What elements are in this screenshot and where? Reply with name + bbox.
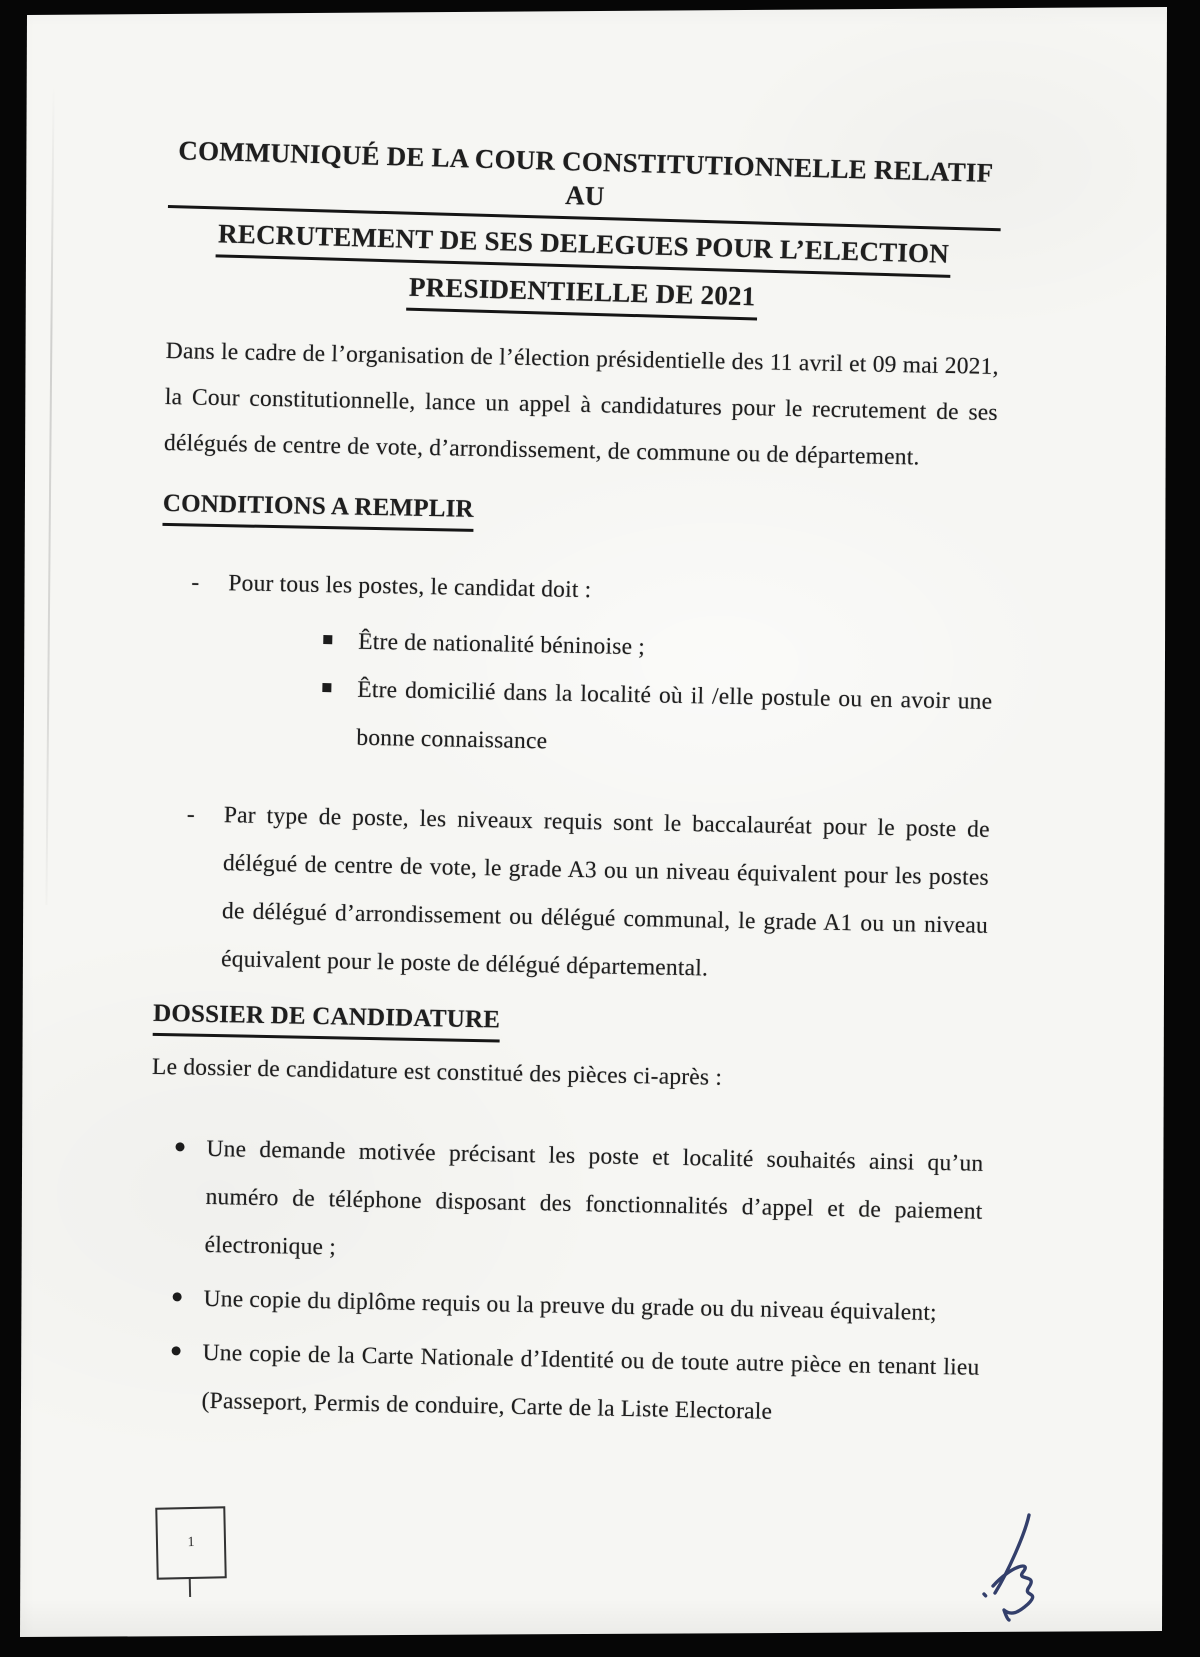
conditions-heading xyxy=(162,488,996,542)
conditions-heading-text: CONDITIONS A REMPLIR xyxy=(162,488,474,532)
title-line-3-text: PRESIDENTIELLE DE 2021 xyxy=(406,270,758,321)
intro-paragraph: Dans le cadre de l’organisation de l’élection présidentielle des 11 avril et 09 mai 2021, la Cour constitutionnelle, lance un appel à candidatures pour le recrutement de ses délégués de centre de vote, d’arrondissement, de commune ou de département. xyxy=(163,337,999,471)
title-line-2-text: RECRUTEMENT DE SES DELEGUES POUR L’ELECTION xyxy=(216,216,952,278)
dossier-item-carte-identite xyxy=(170,1328,980,1439)
dossier-intro: Le dossier de candidature est constitué des pièces ci-après : xyxy=(151,1053,723,1091)
page-number: 1 xyxy=(187,1534,195,1551)
square-bullet-icon xyxy=(323,617,359,666)
conditions-sub-list xyxy=(321,617,994,774)
dash-marker: - xyxy=(186,801,196,828)
sub-item-residence xyxy=(321,665,993,774)
sub-item-text: Être de nationalité béninoise ; xyxy=(358,628,646,661)
dash-marker: - xyxy=(191,569,200,596)
document-content xyxy=(145,133,1003,1446)
page-number-box xyxy=(155,1506,226,1579)
round-bullet-icon xyxy=(172,1274,204,1323)
dossier-item-diplome xyxy=(172,1274,981,1338)
title-line-1-text: COMMUNIQUÉ DE LA COUR CONSTITUTIONNELLE RELATIF AU xyxy=(168,133,1003,231)
dossier-heading-text: DOSSIER DE CANDIDATURE xyxy=(153,998,501,1043)
dossier-item-text: Une copie de la Carte Nationale d’Identité ou de toute autre pièce en tenant lieu (Passeport, Permis de conduire, Carte de la Liste Electorale xyxy=(201,1339,980,1425)
round-bullet-icon xyxy=(170,1328,203,1425)
condition-item-levels xyxy=(184,790,991,997)
condition-item-text: Par type de poste, les niveaux requis sont le baccalauréat pour le poste de délégué de centre de vote, le grade A3 ou un niveau équivalent pour les postes de délégué d’arrondissement ou délégué communal, le grade A1 ou un niveau équivalent pour le poste de délégué départemental. xyxy=(220,802,991,982)
signature-mark xyxy=(978,1512,1050,1628)
sub-item-text: Être domicilié dans la localité où il /elle postule ou en avoir une bonne connaissance xyxy=(356,676,993,755)
dossier-item-demande xyxy=(173,1124,984,1283)
dossier-heading xyxy=(153,998,987,1052)
title-line-1 xyxy=(168,133,1003,231)
condition-item-all-posts xyxy=(191,558,995,621)
dossier-item-text: Une copie du diplôme requis ou la preuve du grade ou du niveau équivalent; xyxy=(203,1285,938,1326)
round-bullet-icon xyxy=(173,1124,207,1269)
dossier-item-text: Une demande motivée précisant les poste et localité souhaités ainsi qu’un numéro de téléphone disposant des fonctionnalités d’appel et de paiement électronique ; xyxy=(204,1135,984,1261)
condition-item-text: Pour tous les postes, le candidat doit : xyxy=(228,570,592,604)
square-bullet-icon xyxy=(321,665,358,762)
dossier-items-list xyxy=(170,1124,984,1439)
document-title xyxy=(165,133,1002,327)
